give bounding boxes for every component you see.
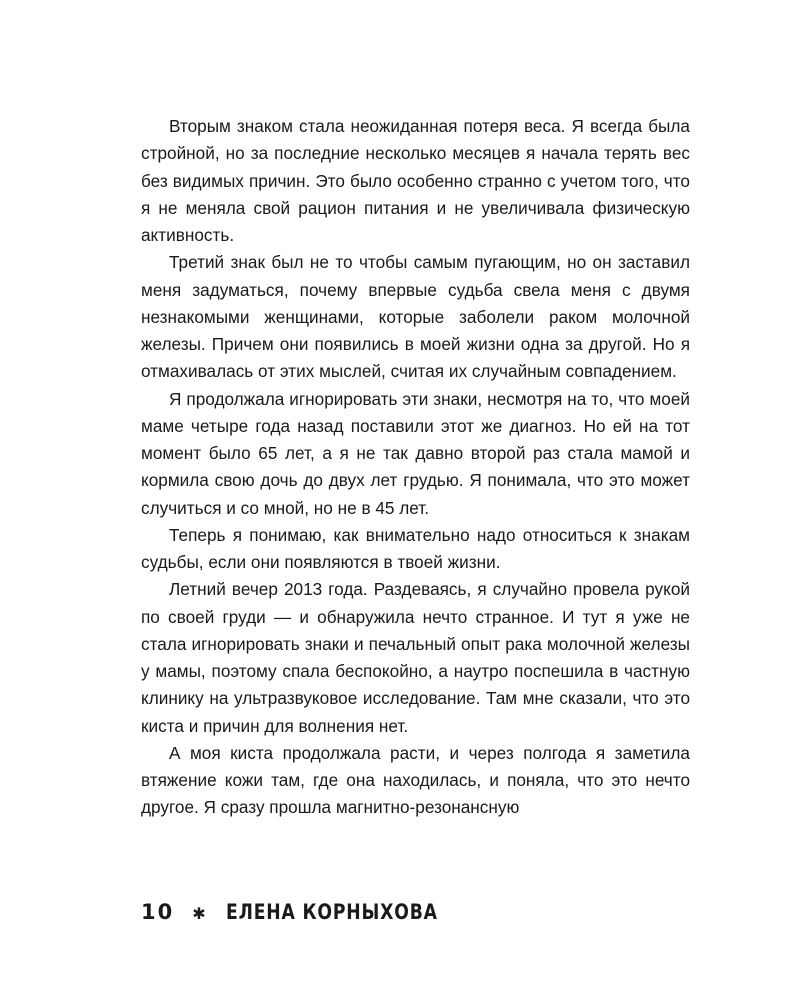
- paragraph-3: Я продолжала игнорировать эти знаки, несмотря на то, что моей маме четыре года назад поставили этот же диагноз. Но ей на тот момент было 65 лет, а я не так давно второй раз стала мамой и кормила свою дочь до двух лет грудью. Я понимала, что это может случиться и со мной, но не в 45 лет.: [141, 388, 690, 518]
- author-name: ЕЛЕНА КОРНЫХОВА: [225, 900, 438, 924]
- asterisk-icon: ✱: [192, 903, 206, 923]
- paragraph-1: Вторым знаком стала неожиданная потеря веса. Я всегда была стройной, но за последние несколько месяцев я начала терять вес без видимых причин. Это было особенно странно с учетом того, что я не меняла свой рацион питания и не увеличивала физическую активность.: [141, 116, 690, 245]
- paragraph-2: Третий знак был не то чтобы самым пугающим, но он заставил меня задуматься, почему впервые судьба свела меня с двумя незнакомыми женщинами, которые заболели раком молочной железы. Причем они появились в моей жизни одна за другой. Но я отмахивалась от этих мыслей, считая их случайным совпадением.: [141, 252, 690, 382]
- page-number: 10: [141, 900, 175, 924]
- page-footer: [141, 897, 484, 927]
- paragraph-4: Теперь я понимаю, как внимательно надо относиться к знакам судьбы, если они появляются в твоей жизни.: [141, 524, 690, 572]
- paragraph-6: А моя киста продолжала расти, и через полгода я заметила втяжение кожи там, где она находилась, и поняла, что это нечто другое. Я сразу прошла магнитно-резонансную: [141, 742, 690, 818]
- body-text: [141, 113, 690, 822]
- paragraph-5: Летний вечер 2013 года. Раздеваясь, я случайно провела рукой по своей груди — и обнаружила нечто странное. И тут я уже не стала игнорировать знаки и печальный опыт рака молочной железы у мамы, поэтому спала беспокойно, а наутро поспешила в частную клинику на ультразвуковое исследование. Там мне сказали, что это киста и причин для волнения нет.: [141, 579, 690, 736]
